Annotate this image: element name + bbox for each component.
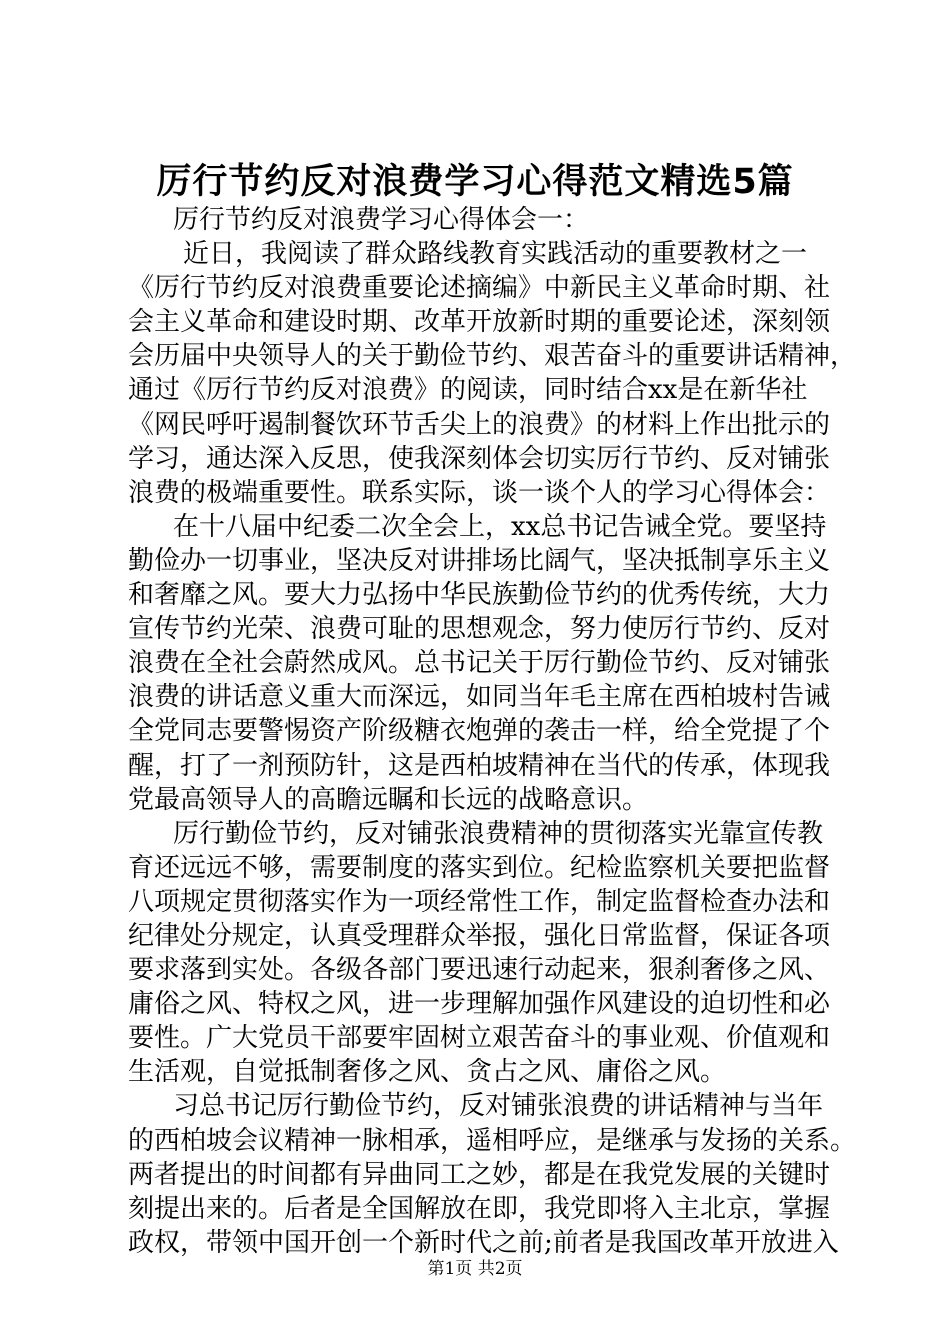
paragraph-line: 在十八届中纪委二次全会上，xx总书记告诫全党。要坚持	[173, 511, 827, 542]
paragraph-line: 全党同志要警惕资产阶级糖衣炮弹的袭击一样，给全党提了个	[128, 716, 831, 747]
page-number: 第1页 共2页	[427, 1259, 523, 1279]
paragraph-line: 浪费的讲话意义重大而深远，如同当年毛主席在西柏坡村告诫	[128, 682, 831, 713]
paragraph-line: 醒，打了一剂预防针，这是西柏坡精神在当代的传承，体现我	[128, 750, 831, 781]
paragraph-line: 生活观，自觉抵制奢侈之风、贪占之风、庸俗之风。	[128, 1057, 727, 1088]
paragraph-line: 八项规定贯彻落实作为一项经常性工作，制定监督检查办法和	[128, 886, 831, 917]
paragraph-line: 浪费在全社会蔚然成风。总书记关于厉行勤俭节约、反对铺张	[128, 648, 831, 679]
paragraph-line: 宣传节约光荣、浪费可耻的思想观念，努力使厉行节约、反对	[128, 614, 831, 645]
paragraph-line: 育还远远不够，需要制度的落实到位。纪检监察机关要把监督	[128, 852, 831, 883]
paragraph-line: 厉行勤俭节约，反对铺张浪费精神的贯彻落实光靠宣传教	[173, 818, 824, 849]
paragraph-line: 的西柏坡会议精神一脉相承，遥相呼应，是继承与发扬的关系。	[128, 1125, 857, 1156]
paragraph-line: 近日，我阅读了群众路线教育实践活动的重要教材之一	[183, 239, 808, 270]
paragraph-line: 浪费的极端重要性。联系实际，谈一谈个人的学习心得体会：	[128, 477, 831, 508]
paragraph-line: 政权，带领中国开创一个新时代之前;前者是我国改革开放进入	[128, 1227, 839, 1258]
paragraph-line: 要求落到实处。各级各部门要迅速行动起来，狠刹奢侈之风、	[128, 955, 831, 986]
paragraph-line: 学习，通达深入反思，使我深刻体会切实厉行节约、反对铺张	[128, 443, 831, 474]
paragraph-line: 和奢靡之风。要大力弘扬中华民族勤俭节约的优秀传统，大力	[128, 580, 831, 611]
paragraph-line: 要性。广大党员干部要牢固树立艰苦奋斗的事业观、价值观和	[128, 1023, 831, 1054]
page-title: 厉行节约反对浪费学习心得范文精选5篇	[156, 162, 794, 202]
paragraph-line: 两者提出的时间都有异曲同工之妙，都是在我党发展的关键时	[128, 1159, 831, 1190]
paragraph-line: 庸俗之风、特权之风，进一步理解加强作风建设的迫切性和必	[128, 989, 831, 1020]
paragraph-line: 通过《厉行节约反对浪费》的阅读，同时结合xx是在新华社	[128, 375, 808, 406]
paragraph-line: 习总书记厉行勤俭节约，反对铺张浪费的讲话精神与当年	[173, 1091, 824, 1122]
paragraph-line: 《网民呼吁遏制餐饮环节舌尖上的浪费》的材料上作出批示的	[128, 409, 831, 440]
paragraph-line: 勤俭办一切事业，坚决反对讲排场比阔气，坚决抵制享乐主义	[128, 545, 831, 576]
paragraph-line: 刻提出来的。后者是全国解放在即，我党即将入主北京，掌握	[128, 1193, 831, 1224]
document-body	[128, 203, 857, 1260]
paragraph-line: 会主义革命和建设时期、改革开放新时期的重要论述，深刻领	[128, 307, 831, 338]
paragraph-line: 会历届中央领导人的关于勤俭节约、艰苦奋斗的重要讲话精神，	[128, 341, 857, 372]
paragraph-line: 党最高领导人的高瞻远瞩和长远的战略意识。	[128, 784, 649, 815]
paragraph-line: 纪律处分规定，认真受理群众举报，强化日常监督，保证各项	[128, 920, 831, 951]
section-heading: 厉行节约反对浪费学习心得体会一：	[173, 205, 590, 235]
paragraph-line: 《厉行节约反对浪费重要论述摘编》中新民主义革命时期、社	[128, 273, 831, 304]
